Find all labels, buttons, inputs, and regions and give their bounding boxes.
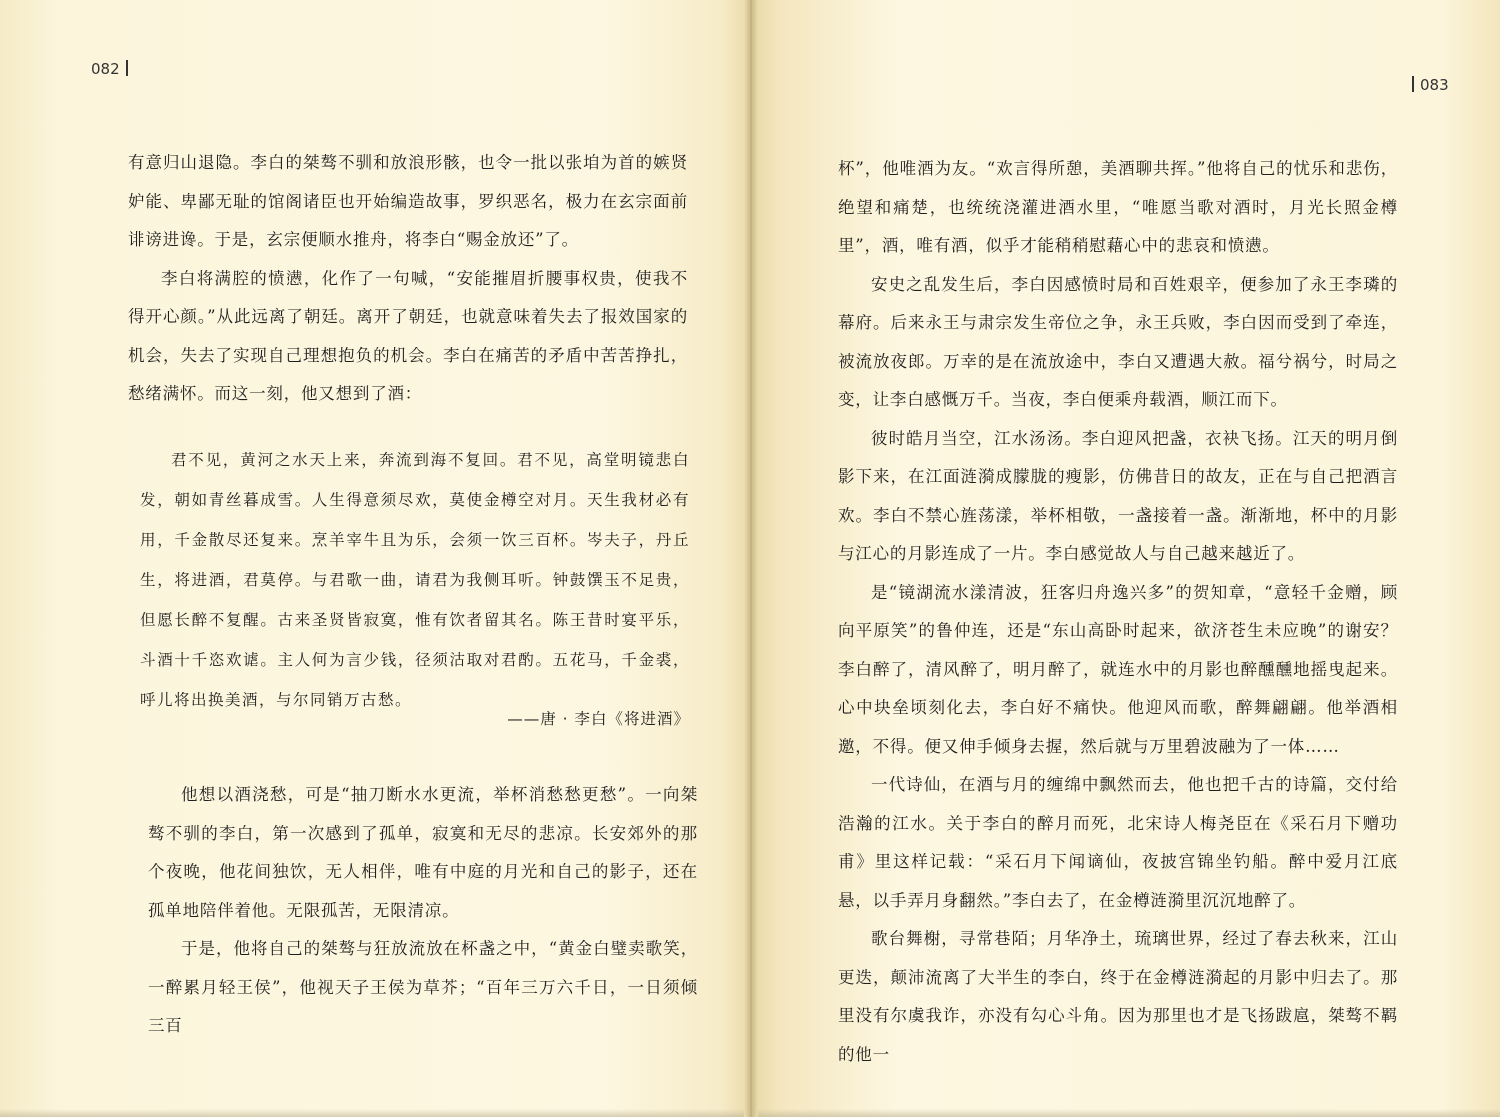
left-body-text bbox=[128, 144, 688, 414]
poem-attribution: ——唐 · 李白《将进酒》 bbox=[507, 710, 690, 728]
paragraph: 一代诗仙，在酒与月的缠绵中飘然而去，他也把千古的诗篇，交付给浩瀚的江水。关于李白的醉月而死，北宋诗人梅尧臣在《采石月下赠功甫》里这样记载：“采石月下闻谪仙，夜披宫锦坐钓船。醉中爱月江底悬，以手弄月身翻然。”李白去了，在金樽涟漪里沉沉地醉了。 bbox=[838, 775, 1398, 910]
poem-quote bbox=[140, 440, 690, 720]
right-page bbox=[756, 0, 1500, 1117]
poem-text: 君不见，黄河之水天上来，奔流到海不复回。君不见，高堂明镜悲白发，朝如青丝暮成雪。人生得意须尽欢，莫使金樽空对月。天生我材必有用，千金散尽还复来。烹羊宰牛且为乐，会须一饮三百杯。岑夫子，丹丘生，将进酒，君莫停。与君歌一曲，请君为我侧耳听。钟鼓馔玉不足贵，但愿长醉不复醒。古来圣贤皆寂寞，惟有饮者留其名。陈王昔时宴平乐，斗酒十千恣欢谑。主人何为言少钱，径须沽取对君酌。五花马，千金裘，呼儿将出换美酒，与尔同销万古愁。 bbox=[140, 451, 690, 709]
left-page bbox=[0, 0, 748, 1117]
page-number-text: 082 bbox=[91, 60, 120, 78]
left-body-text-continued bbox=[148, 776, 698, 1046]
page-number-rule bbox=[126, 60, 128, 76]
page-edge-right bbox=[758, 1109, 1500, 1117]
page-number-left bbox=[91, 60, 128, 78]
paragraph: 杯”，他唯酒为友。“欢言得所憩，美酒聊共挥。”他将自己的忧乐和悲伤，绝望和痛楚，也统统浇灌进酒水里，“唯愿当歌对酒时，月光长照金樽里”，酒，唯有酒，似乎才能稍稍慰藉心中的悲哀和愤懑。 bbox=[838, 159, 1398, 255]
paragraph: 彼时皓月当空，江水汤汤。李白迎风把盏，衣袂飞扬。江天的明月倒影下来，在江面涟漪成朦胧的瘦影，仿佛昔日的故友，正在与自己把酒言欢。李白不禁心旌荡漾，举杯相敬，一盏接着一盏。渐渐地，杯中的月影与江心的月影连成了一片。李白感觉故人与自己越来越近了。 bbox=[838, 428, 1398, 563]
page-number-rule bbox=[1412, 76, 1414, 92]
paragraph: 有意归山退隐。李白的桀骜不驯和放浪形骸，也令一批以张垍为首的嫉贤妒能、卑鄙无耻的馆阁诸臣也开始编造故事，罗织恶名，极力在玄宗面前诽谤进谗。于是，玄宗便顺水推舟，将李白“赐金放还”了。 bbox=[128, 153, 688, 249]
paragraph: 是“镜湖流水漾清波，狂客归舟逸兴多”的贺知章，“意轻千金赠，顾向平原笑”的鲁仲连，还是“东山高卧时起来，欲济苍生未应晚”的谢安？李白醉了，清风醉了，明月醉了，就连水中的月影也醉醺醺地摇曳起来。心中块垒顷刻化去，李白好不痛快。他迎风而歌，醉舞翩翩。他举酒相邀，不得。便又伸手倾身去握，然后就与万里碧波融为了一体…… bbox=[838, 582, 1398, 756]
right-body-text bbox=[838, 150, 1398, 1074]
paragraph: 于是，他将自己的桀骜与狂放流放在杯盏之中，“黄金白璧卖歌笑，一醉累月轻王侯”，他视天子王侯为草芥；“百年三万六千日，一日须倾三百 bbox=[148, 939, 698, 1035]
paragraph: 他想以酒浇愁，可是“抽刀断水水更流，举杯消愁愁更愁”。一向桀骜不驯的李白，第一次感到了孤单，寂寞和无尽的悲凉。长安郊外的那个夜晚，他花间独饮，无人相伴，唯有中庭的月光和自己的影子，还在孤单地陪伴着他。无限孤苦，无限清凉。 bbox=[148, 785, 698, 920]
page-number-right bbox=[1412, 76, 1449, 94]
paragraph: 李白将满腔的愤懑，化作了一句喊，“安能摧眉折腰事权贵，使我不得开心颜。”从此远离了朝廷。离开了朝廷，也就意味着失去了报效国家的机会，失去了实现自己理想抱负的机会。李白在痛苦的矛盾中苦苦挣扎，愁绪满怀。而这一刻，他又想到了酒： bbox=[128, 268, 688, 403]
paragraph: 歌台舞榭，寻常巷陌；月华净土，琉璃世界，经过了春去秋来，江山更迭，颠沛流离了大半生的李白，终于在金樽涟漪起的月影中归去了。那里没有尔虞我诈，亦没有勾心斗角。因为那里也才是飞扬跋扈，桀骜不羁的他一 bbox=[838, 929, 1398, 1064]
paragraph: 安史之乱发生后，李白因感愤时局和百姓艰辛，便参加了永王李璘的幕府。后来永王与肃宗发生帝位之争，永王兵败，李白因而受到了牵连，被流放夜郎。万幸的是在流放途中，李白又遭遇大赦。福兮祸兮，时局之变，让李白感慨万千。当夜，李白便乘舟载酒，顺江而下。 bbox=[838, 274, 1398, 409]
page-number-text: 083 bbox=[1420, 76, 1449, 94]
page-edge-left bbox=[0, 1109, 744, 1117]
